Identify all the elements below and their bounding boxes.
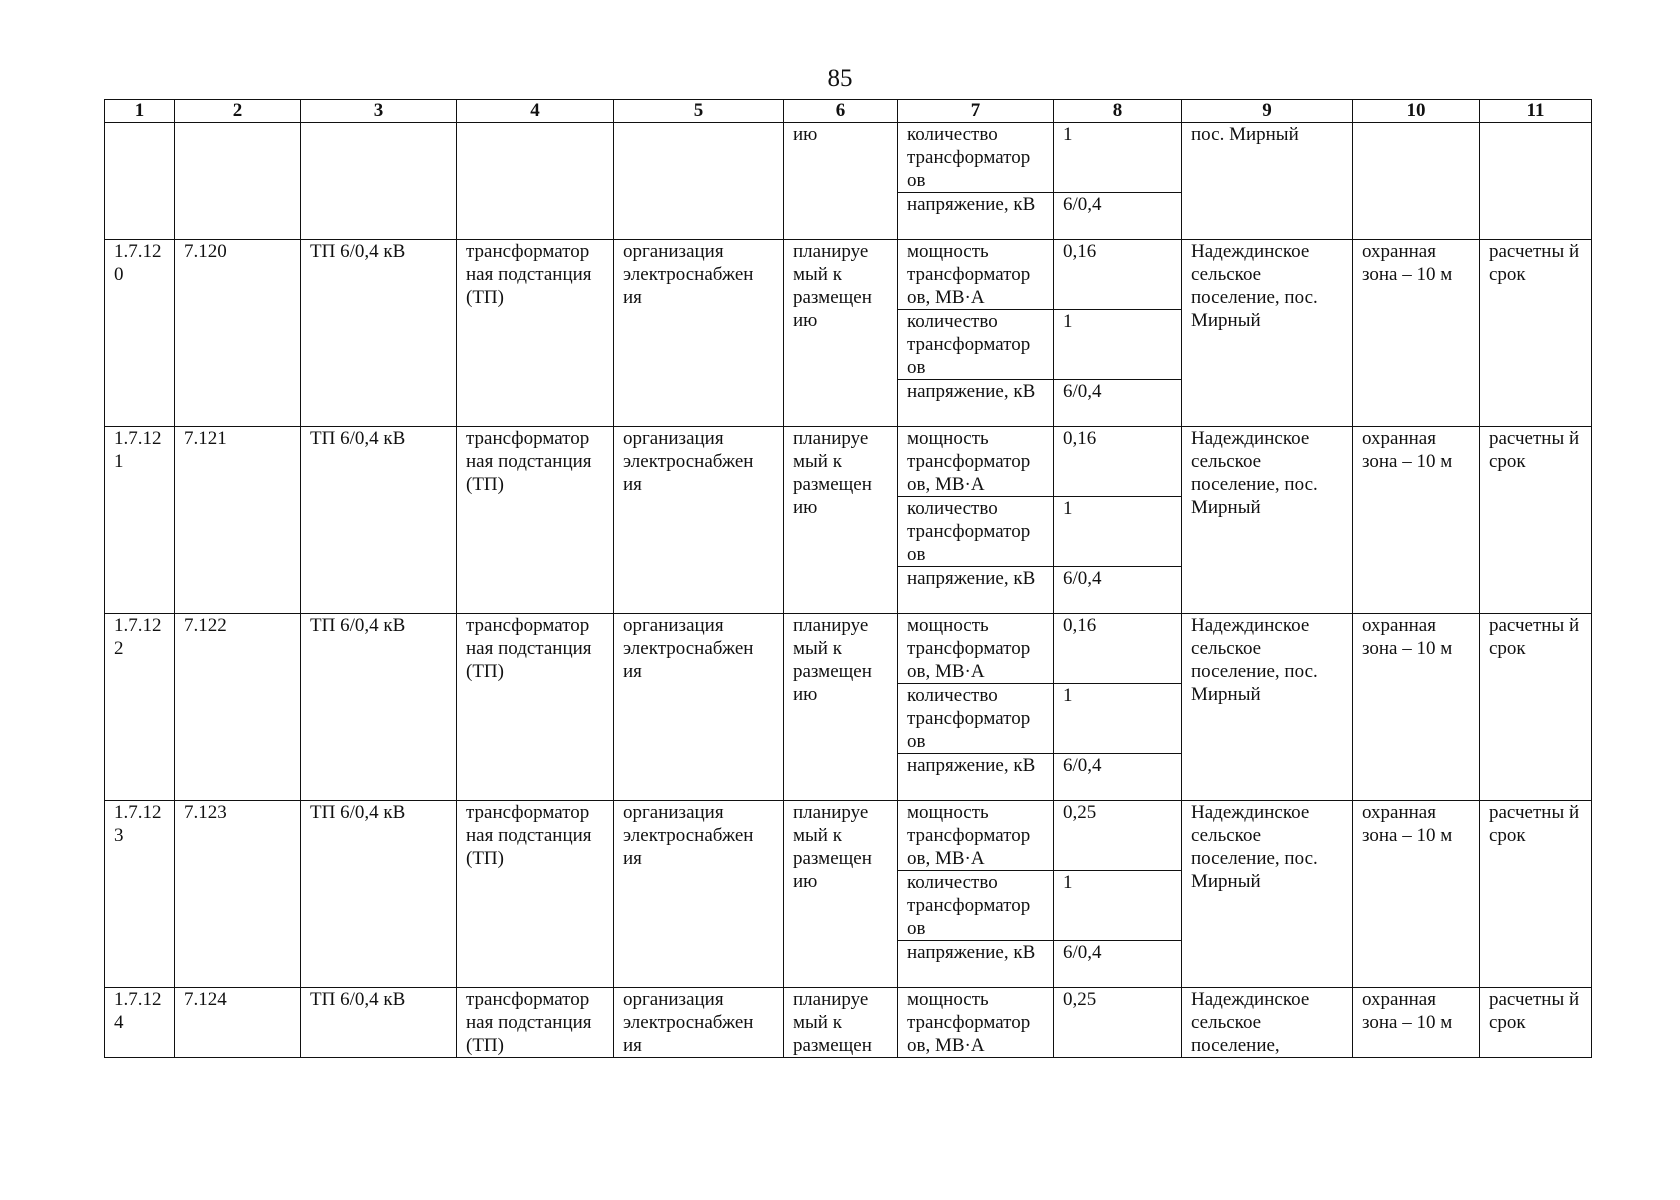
cell-param-value: 1 (1054, 123, 1182, 193)
table-row (105, 123, 1592, 193)
cell-empty (457, 123, 614, 240)
cell-param-name: количество трансформатор ов (898, 871, 1054, 941)
cell-location: пос. Мирный (1182, 123, 1353, 240)
cell-location: Надеждинское сельское поселение, пос. Мирный (1182, 801, 1353, 988)
cell-empty (175, 123, 301, 240)
cell-term: расчетны й срок (1480, 240, 1592, 427)
cell-purpose: организация электроснабжен ия (614, 614, 784, 801)
cell-code: 7.124 (175, 988, 301, 1058)
cell-code: 7.120 (175, 240, 301, 427)
cell-status: планируе мый к размещен ию (784, 427, 898, 614)
page-number: 85 (827, 65, 853, 92)
cell-type: трансформатор ная подстанция (ТП) (457, 801, 614, 988)
cell-code: 7.121 (175, 427, 301, 614)
cell-param-value: 0,16 (1054, 240, 1182, 310)
cell-location: Надеждинское сельское поселение, пос. Мирный (1182, 427, 1353, 614)
cell-number: 1.7.124 (105, 988, 175, 1058)
cell-status: планируе мый к размещен ию (784, 614, 898, 801)
cell-param-name: мощность трансформатор ов, МВ·А (898, 988, 1054, 1058)
cell-object: ТП 6/0,4 кВ (301, 988, 457, 1058)
cell-param-name: напряжение, кВ (898, 193, 1054, 240)
cell-type: трансформатор ная подстанция (ТП) (457, 988, 614, 1058)
cell-number: 1.7.122 (105, 614, 175, 801)
cell-param-value: 1 (1054, 684, 1182, 754)
cell-term: расчетны й срок (1480, 801, 1592, 988)
cell-param-name: мощность трансформатор ов, МВ·А (898, 240, 1054, 310)
cell-object: ТП 6/0,4 кВ (301, 240, 457, 427)
cell-empty (614, 123, 784, 240)
cell-type: трансформатор ная подстанция (ТП) (457, 614, 614, 801)
cell-term: расчетны й срок (1480, 427, 1592, 614)
cell-purpose: организация электроснабжен ия (614, 988, 784, 1058)
table-row (105, 988, 1592, 1058)
cell-type: трансформатор ная подстанция (ТП) (457, 427, 614, 614)
header-row (105, 100, 1592, 123)
data-table (104, 99, 1592, 1058)
cell-param-value: 1 (1054, 497, 1182, 567)
cell-code: 7.122 (175, 614, 301, 801)
cell-zone: охранная зона – 10 м (1353, 801, 1480, 988)
cell-code: 7.123 (175, 801, 301, 988)
cell-number: 1.7.123 (105, 801, 175, 988)
cell-number: 1.7.121 (105, 427, 175, 614)
cell-param-value: 0,25 (1054, 988, 1182, 1058)
column-header: 7 (898, 100, 1054, 123)
cell-param-value: 0,16 (1054, 614, 1182, 684)
cell-param-name: количество трансформатор ов (898, 497, 1054, 567)
column-header: 9 (1182, 100, 1353, 123)
column-header: 3 (301, 100, 457, 123)
cell-param-value: 0,16 (1054, 427, 1182, 497)
table-row (105, 240, 1592, 310)
cell-status: планируе мый к размещен (784, 988, 898, 1058)
cell-param-value: 0,25 (1054, 801, 1182, 871)
cell-empty (1480, 123, 1592, 240)
cell-zone: охранная зона – 10 м (1353, 427, 1480, 614)
cell-term: расчетны й срок (1480, 614, 1592, 801)
cell-param-name: количество трансформатор ов (898, 684, 1054, 754)
cell-status: ию (784, 123, 898, 240)
cell-zone: охранная зона – 10 м (1353, 988, 1480, 1058)
cell-purpose: организация электроснабжен ия (614, 240, 784, 427)
cell-number: 1.7.120 (105, 240, 175, 427)
cell-param-value: 6/0,4 (1054, 941, 1182, 988)
cell-location: Надеждинское сельское поселение, пос. Мирный (1182, 614, 1353, 801)
cell-param-value: 6/0,4 (1054, 193, 1182, 240)
column-header: 6 (784, 100, 898, 123)
cell-term: расчетны й срок (1480, 988, 1592, 1058)
column-header: 4 (457, 100, 614, 123)
cell-param-name: мощность трансформатор ов, МВ·А (898, 614, 1054, 684)
cell-location: Надеждинское сельское поселение, (1182, 988, 1353, 1058)
cell-status: планируе мый к размещен ию (784, 801, 898, 988)
cell-param-name: количество трансформатор ов (898, 123, 1054, 193)
cell-param-value: 1 (1054, 871, 1182, 941)
cell-param-name: напряжение, кВ (898, 941, 1054, 988)
column-header: 1 (105, 100, 175, 123)
cell-param-value: 6/0,4 (1054, 567, 1182, 614)
column-header: 8 (1054, 100, 1182, 123)
cell-param-name: напряжение, кВ (898, 567, 1054, 614)
cell-status: планируе мый к размещен ию (784, 240, 898, 427)
cell-param-name: напряжение, кВ (898, 754, 1054, 801)
cell-zone: охранная зона – 10 м (1353, 240, 1480, 427)
cell-param-name: напряжение, кВ (898, 380, 1054, 427)
cell-object: ТП 6/0,4 кВ (301, 801, 457, 988)
cell-object: ТП 6/0,4 кВ (301, 427, 457, 614)
cell-purpose: организация электроснабжен ия (614, 801, 784, 988)
cell-type: трансформатор ная подстанция (ТП) (457, 240, 614, 427)
cell-purpose: организация электроснабжен ия (614, 427, 784, 614)
cell-param-name: количество трансформатор ов (898, 310, 1054, 380)
cell-param-name: мощность трансформатор ов, МВ·А (898, 801, 1054, 871)
table-row (105, 801, 1592, 871)
table-row (105, 427, 1592, 497)
column-header: 2 (175, 100, 301, 123)
column-header: 10 (1353, 100, 1480, 123)
table-row (105, 614, 1592, 684)
cell-param-value: 1 (1054, 310, 1182, 380)
column-header: 5 (614, 100, 784, 123)
cell-param-value: 6/0,4 (1054, 380, 1182, 427)
cell-empty (105, 123, 175, 240)
cell-param-name: мощность трансформатор ов, МВ·А (898, 427, 1054, 497)
cell-location: Надеждинское сельское поселение, пос. Мирный (1182, 240, 1353, 427)
cell-empty (301, 123, 457, 240)
column-header: 11 (1480, 100, 1592, 123)
cell-object: ТП 6/0,4 кВ (301, 614, 457, 801)
cell-zone: охранная зона – 10 м (1353, 614, 1480, 801)
cell-param-value: 6/0,4 (1054, 754, 1182, 801)
cell-empty (1353, 123, 1480, 240)
